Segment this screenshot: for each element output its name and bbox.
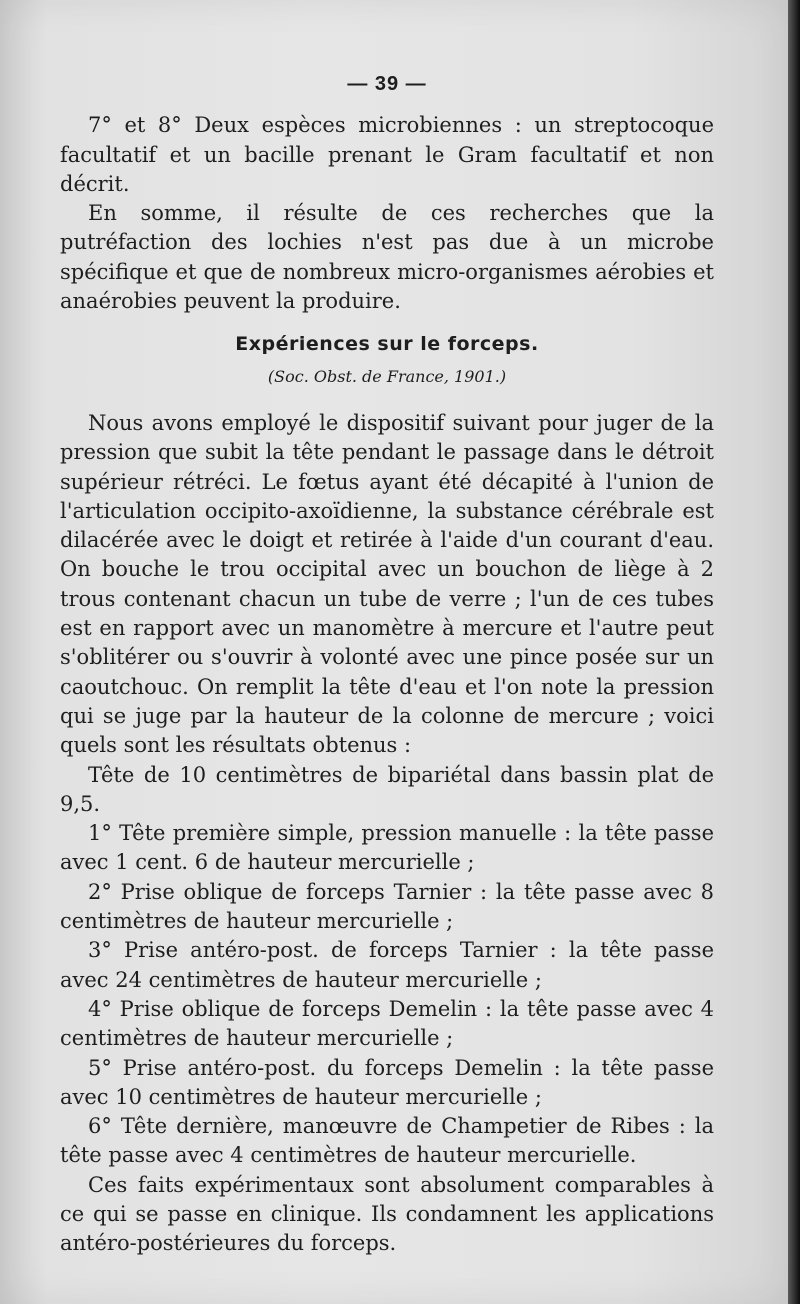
result-item-6: 6° Tête dernière, manœuvre de Champetier de Ribes : la tête passe avec 4 centimètres de hauteur mercurielle.	[60, 1114, 714, 1168]
section-source: (Soc. Obst. de France, 1901.)	[267, 366, 507, 386]
intro-paragraph-1: 7° et 8° Deux espèces microbiennes : un streptocoque facultatif et un bacille prenant le Gram facultatif et non décrit.	[60, 113, 714, 196]
result-item-1: 1° Tête première simple, pression manuelle : la tête passe avec 1 cent. 6 de hauteur mercurielle ;	[60, 821, 714, 875]
intro-paragraph-2: En somme, il résulte de ces recherches que la putréfaction des lochies n'est pas due à un microbe spécifique et que de nombreux micro-organismes aérobies et anaérobies peuvent la produire.	[60, 201, 714, 314]
results-list	[60, 819, 714, 1171]
body-paragraph-method: Nous avons employé le dispositif suivant pour juger de la pression que subit la tête pendant le passage dans le détroit supérieur rétréci. Le fœtus ayant été décapité à l'union de l'articulation occipito-axoïdienne, la substance cérébrale est dilacérée avec le doigt et retirée à l'aide d'un courant d'eau. On bouche le trou occipital avec un bouchon de liège à 2 trous contenant chacun un tube de verre ; l'un de ces tubes est en rapport avec un manomètre à mercure et l'autre peut s'oblitérer ou s'ouvrir à volonté avec une pince posée sur un caoutchouc. On remplit la tête d'eau et l'on note la pression qui se juge par la hauteur de la colonne de mercure ; voici quels sont les résultats obtenus :	[60, 410, 714, 758]
result-item-3: 3° Prise antéro-post. de forceps Tarnier : la tête passe avec 24 centimètres de hauteur mercurielle ;	[60, 938, 714, 992]
page-number: — 39 —	[347, 73, 427, 95]
result-item-2: 2° Prise oblique de forceps Tarnier : la tête passe avec 8 centimètres de hauteur mercurielle ;	[60, 879, 714, 934]
body-paragraph-setup: Tête de 10 centimètres de bipariétal dans bassin plat de 9,5.	[60, 762, 714, 816]
result-item-4: 4° Prise oblique de forceps Demelin : la tête passe avec 4 centimètres de hauteur mercurielle ;	[60, 996, 714, 1051]
page-text	[60, 70, 714, 1259]
result-item-5: 5° Prise antéro-post. du forceps Demelin : la tête passe avec 10 centimètres de hauteur mercurielle ;	[60, 1055, 714, 1109]
section-title: Expériences sur le forceps.	[235, 333, 539, 356]
page-edge-shadow	[788, 0, 800, 1304]
conclusion-paragraph: Ces faits expérimentaux sont absolument comparables à ce qui se passe en clinique. Ils condamnent les applications antéro-postérieures du forceps.	[60, 1172, 714, 1256]
